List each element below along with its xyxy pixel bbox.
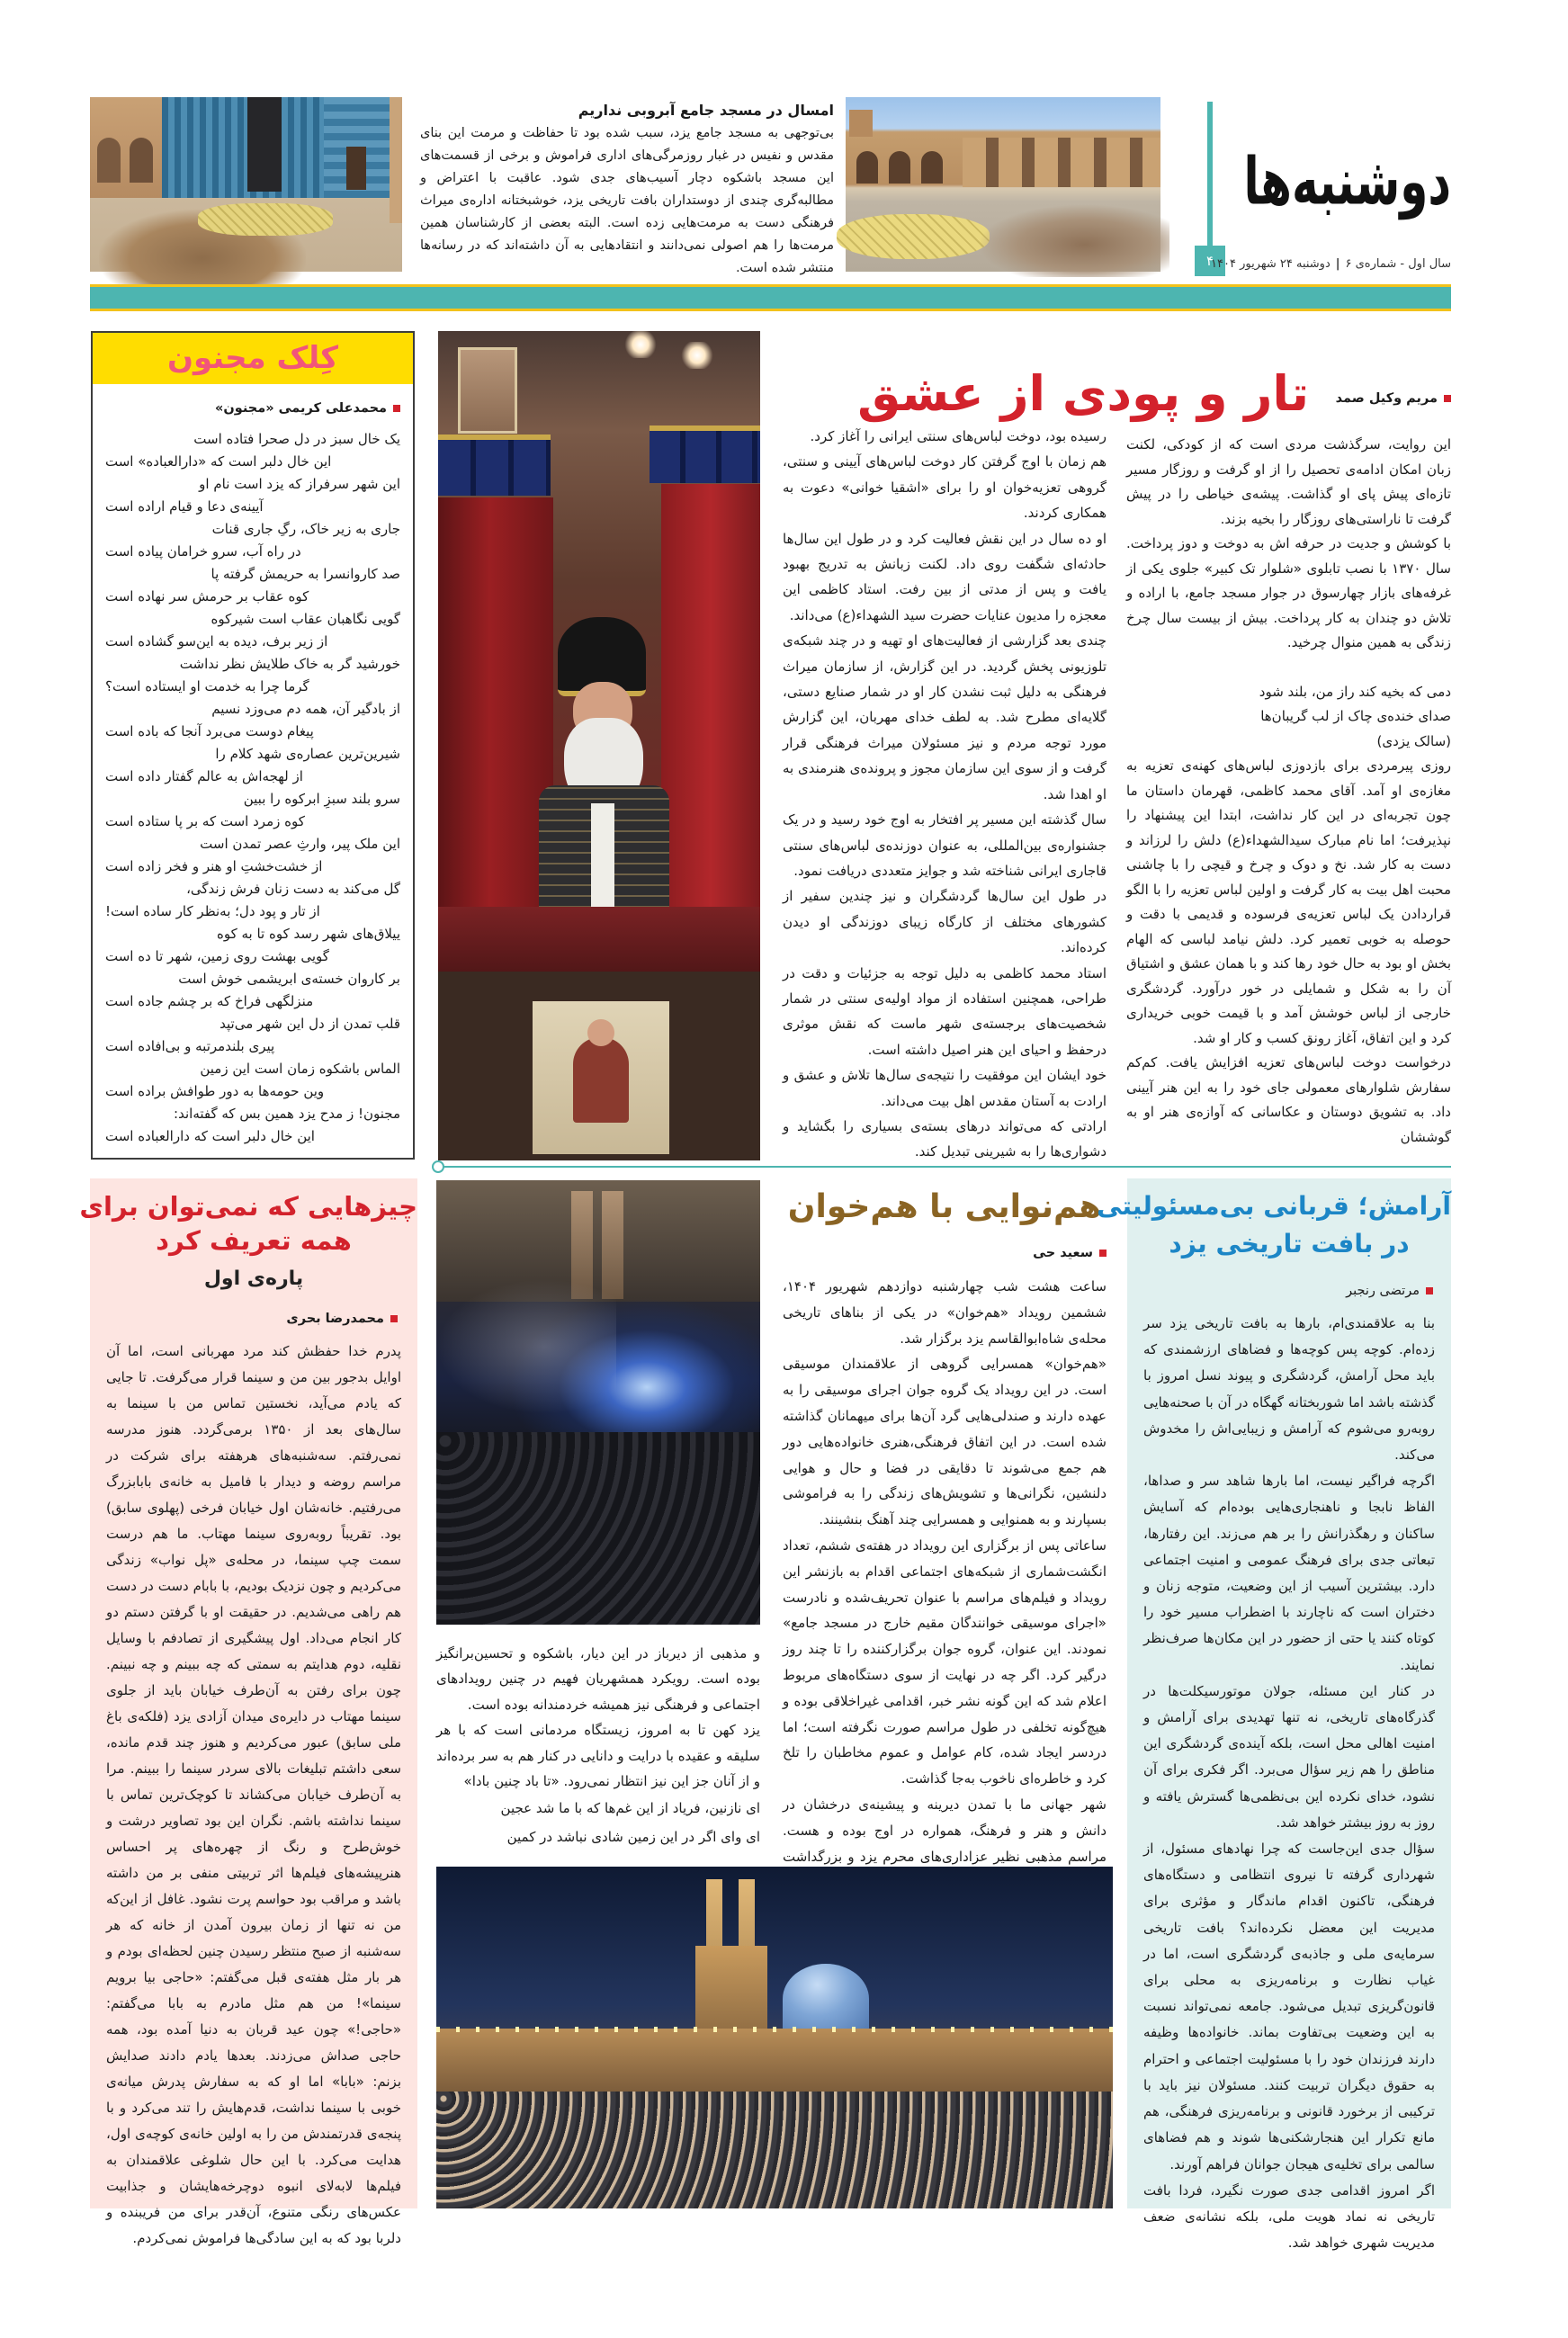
memoir-headline-line: همه تعریف کرد xyxy=(156,1225,352,1256)
paragraph: روزی پیرمردی برای بازدوزی لباس‌های کهنه‌ی تعزیه به مغازه‌ی او آمد. آقای محمد کاظمی، قهرمان داستان ما چون تجربه‌ای در این کار نداشت، ابتدا این پیشنهاد را نپذیرفت؛ اما نام مبارک سیدالشهداء(ع) دلش را لرزاند و دست به کار شد. نخ و دوک و چرخ و قیچی را با چاشنی محبت اهل بیت به کار گرفت و اولین لباس تعزیه را با الگو قراردادن یک لباس تعزیه‌ی فرسوده و قدیمی با دقت و حوصله به خوبی تعمیر کرد. دلش نیامد لباسی که الهام بخش او بود به حال خود رها کند و با همان عشق و اشتیاق آن را به شکل و شمایلی در خور درآورد. گردشگری خارجی از لباس خوشش آمد و با قیمت خوبی خریداری کرد و این اتفاق، آغاز رونق کسب و کار او شد. xyxy=(1126,757,1451,1046)
verse: سرو بلند سبزِ ابرکوه را ببین xyxy=(243,791,400,807)
memoir-box xyxy=(79,1178,417,2246)
event-courtyard-night-photo xyxy=(436,1867,1113,2208)
verse: گل می‌کند به دست زنان فرش زندگی، xyxy=(186,881,400,897)
feature-headline: تار و پودی از عشق xyxy=(857,365,1309,422)
verse: ییلاق‌های شهر رسد کوه تا به کوه xyxy=(216,926,400,942)
verse: این خال دلبر است که دارالعباده است xyxy=(105,1128,315,1144)
verse: جاری به زیر خاک، رگِ جاری قنات xyxy=(211,521,400,537)
memoir-headline xyxy=(79,1189,417,1258)
paragraph: بنا به علاقمندی‌ام، بارها به بافت تاریخی یزد سر زده‌ام. کوچه پس کوچه‌ها و فضاهای ارزشمندی که باید محل آرامش، گردشگری و پیوند نسل امروز با گذشته باشد اما شوربختانه گهگاه در آن با صحنه‌هایی روبه‌رو می‌شوم که آرامش و زیبایی‌اش را مخدوش می‌کند. xyxy=(1143,1315,1435,1464)
top-story xyxy=(420,99,834,275)
kelk-majnun-box xyxy=(91,331,415,1160)
verse: صد کاروانسرا به حریمش گرفته پا xyxy=(211,566,400,582)
verse: این شهر سرفراز که یزد است نام او xyxy=(199,476,400,492)
verse: از خشت‌خشتِ او هنر و فخر زاده است xyxy=(105,858,323,874)
verse: گرما چرا به خدمت او ایستاده است؟ xyxy=(105,678,309,694)
paragraph: شهر جهانی ما با تمدن دیرینه و پیشینه‌ی درخشان در دانش و هنر و فرهنگ، همواره در اوج بوده و هست. مراسم مذهبی نظیر عزاداری‌های محرم یزد و بزرگداشت xyxy=(783,1796,1107,1865)
paragraph: او ده سال در این نقش فعالیت کرد و در طول این سال‌ها حادثه‌ای شگفت روی داد. لکنت زبانش به تدریج بهبود یافت و پس از مدتی از بین رفت. استاد کاظمی این معجزه را مدیون عنایات حضرت سید الشهداء(ع) می‌داند. xyxy=(783,530,1107,623)
verse: خورشید گر به خاک طلایش نظر نداشت xyxy=(179,656,400,672)
poem-line: ای نازنین، فریاد از این غم‌ها که با ما شد عجین xyxy=(500,1800,760,1817)
photo-string-lights xyxy=(436,2027,1113,2032)
paragraph: هم زمان با اوج گرفتن کار دوخت لباس‌های آیینی و سنتی، گروهی تعزیه‌خوان او را برای «اشقیا خوانی» دعوت به همکاری کردند. xyxy=(783,453,1107,522)
divider-dot-icon xyxy=(432,1160,444,1173)
photo-garment-right xyxy=(661,484,760,907)
feature-author: مریم وکیل صمد xyxy=(1335,391,1438,406)
verse: در راه آب، سرو خرامان پیاده است xyxy=(105,543,301,560)
verse: کوه عقاب بر حرمش سر نهاده است xyxy=(105,588,309,605)
kelk-poem xyxy=(105,428,400,1148)
opinion-box xyxy=(1097,1178,1451,2252)
verse: شیرین‌ترین عصاره‌ی شهد کلام را xyxy=(215,746,400,762)
verse: قلب تمدن از دل این شهر می‌تپد xyxy=(220,1016,400,1032)
verse: مجنون! ز مدح یزد همین بس که گفته‌اند: xyxy=(174,1106,400,1122)
page-number: ۴ xyxy=(1195,246,1225,276)
photo-arch xyxy=(921,151,943,184)
verse: این ملک پیر، وارثِ عصر تمدن است xyxy=(200,836,400,852)
paragraph: ارادتی که می‌تواند درهای بسته‌ی بسیاری را بگشاید و دشواری‌ها را به شیرینی تبدیل کند. xyxy=(783,1117,1107,1160)
photo-smoke xyxy=(436,1279,616,1414)
poem-line: ای وای اگر در این زمین شادی نباشد در کمین xyxy=(506,1829,760,1846)
byline-marker-icon xyxy=(393,405,400,412)
verse: یک خال سبز در دل صحرا فتاده است xyxy=(193,431,400,447)
verse: گویی بهشت روی زمین، شهر تا ده است xyxy=(105,948,329,964)
hamkhan-body xyxy=(783,1274,1107,1865)
issue-number: سال اول - شماره‌ی ۶ xyxy=(1345,257,1451,271)
paragraph: رسیده بود، دوخت لباس‌های سنتی ایرانی را آغاز کرد. xyxy=(810,428,1107,444)
dateline-separator: | xyxy=(1335,257,1340,271)
paragraph: اگرچه فراگیر نیست، اما بارها شاهد سر و صداها، الفاظ نابجا و ناهنجاری‌هایی بوده‌ام که آسایش ساکنان و رهگذرانش را بر هم می‌زند. این رفتارها، تبعاتی جدی برای فرهنگ عمومی و امنیت اجتماعی دارد. بیشترین آسیب از این وضعیت، متوجه زنان و دختران است که ناچارند با اضطراب مسیر خود را کوتاه کنند یا حتی از حضور در این مکان‌ها صرف‌نظر نمایند. xyxy=(1143,1473,1435,1673)
photo-brick-column xyxy=(390,97,402,223)
poem-line: صدای خنده‌ی چاک از لب گریبان‌ها xyxy=(1260,708,1451,724)
photo-arch xyxy=(889,151,910,184)
verse: از بادگیر آن، همه دم می‌وزد نسیم xyxy=(211,701,400,717)
paragraph: اگر امروز اقدامی جدی صورت نگیرد، فردا بافت تاریخی نه نماد هویت ملی، بلکه نشانه‌ی ضعف مدیریت شهری خواهد شد. xyxy=(1143,2181,1435,2252)
verse: گویی نگاهبان عقاب است شیرکوه xyxy=(211,611,400,627)
poem-attribution: (سالک یزدی) xyxy=(1376,732,1451,749)
concert-night-photo xyxy=(436,1180,760,1625)
paragraph: ساعت هشت شب چهارشنبه دوازدهم شهریور ۱۴۰۴، ششمین رویداد «هم‌خوان» در یکی از بناهای تاریخی محله‌ی شاه‌ابوالقاسم یزد برگزار شد. xyxy=(783,1278,1107,1347)
byline-marker-icon xyxy=(1099,1250,1107,1257)
memoir-body xyxy=(106,1339,401,2246)
memoir-headline-line: چیزهایی که نمی‌توان برای xyxy=(79,1191,417,1222)
paragraph: این روایت، سرگذشت مردی است که از کودکی، لکنت زبان امکان ادامه‌ی تحصیل را از او گرفت و روزگار مسیر تازه‌ای پیش پای او گذاشت. پیشه‌ی خیاطی را در پیش گرفت تا ناراستی‌های روزگار را بخیه بزند. xyxy=(1126,436,1451,527)
top-story-title: امسال در مسجد جامع آبروبی نداریم xyxy=(578,102,834,119)
byline-marker-icon xyxy=(390,1315,398,1322)
tailor-portrait-photo xyxy=(438,331,760,1160)
photo-hats-left xyxy=(438,434,551,496)
photo-garment-left xyxy=(438,497,553,907)
hamkhan-author: سعید حی xyxy=(1033,1246,1093,1260)
paragraph: و مذهبی از دیرباز در این دیار، باشکوه و تحسین‌برانگیز بوده است. رویکرد همشهریان فهیم در چنین رویدادهای اجتماعی و فرهنگی نیز همیشه خردمندانه بوده است. xyxy=(436,1645,760,1713)
verse: منزلگهی فراخ که بر چشم جاده است xyxy=(105,993,314,1009)
paragraph: چندی بعد گزارشی از فعالیت‌های او تهیه و در چند شبکه‌ی تلوزیونی پخش گردید. در این گزارش، از سازمان میراث فرهنگی به دلیل ثبت نشدن کار او در شمار صنایع دستی، گلایه‌ای مطرح شد. به لطف خدای مهربان، این گزارش مورد توجه مردم و نیز مسئولان میراث فرهنگی قرار گرفت و از سوی این سازمان مجوز و پرونده‌ی هنرمندی به او اهدا شد. xyxy=(783,632,1107,802)
photo-poster-figure xyxy=(573,1037,629,1123)
opinion-author: مرتضی رنجبر xyxy=(1346,1284,1420,1298)
memoir-author: محمدرضا بحری xyxy=(286,1312,384,1326)
photo-crowd xyxy=(436,2092,1113,2208)
kelk-author xyxy=(215,399,400,417)
photo-arcade xyxy=(963,138,1160,187)
photo-blue-dome xyxy=(783,1964,869,2034)
paragraph: سؤال جدی این‌جاست که چرا نهادهای مسئول، از شهرداری گرفته تا نیروی انتظامی و دستگاه‌های فرهنگی، تاکنون اقدام ماندگار و مؤثری برای مدیریت این معضل نکرده‌اند؟ بافت تاریخی سرمایه‌ی ملی و جاذبه‌ی گردشگری است، اما در غیاب نظارت و برنامه‌ریزی به محلی برای قانون‌گریزی تبدیل می‌شود. جامعه نمی‌تواند نسبت به این وضعیت بی‌تفاوت بماند. خانواده‌ها وظیفه دارند فرزندان خود را با مسئولیت اجتماعی و احترام به حقوق دیگران تربیت کنند. مسئولان نیز باید با ترکیبی از برخورد قانونی و برنامه‌ریزی فرهنگی، هم مانع تکرار این هنجارشکنی‌ها شوند و هم فضاهای سالمی برای تخلیه‌ی هیجان جوانان فراهم آورند. xyxy=(1143,1841,1435,2172)
paragraph: درخواست دوخت لباس‌های تعزیه افزایش یافت. کم‌کم سفارش شلوارهای معمولی جای خود را به این هنر آیینی داد. به تشویق دوستان و عکاسانی که آوازه‌ی هنر او به گوششان xyxy=(1126,1054,1451,1145)
hamkhan-byline xyxy=(1033,1244,1107,1262)
photo-arch xyxy=(856,151,878,184)
photo-lamp xyxy=(623,331,659,358)
photo-audience xyxy=(436,1432,760,1625)
paragraph: در کنار این مسئله، جولان موتورسیکلت‌ها در گذرگاه‌های تاریخی، نه تنها تهدیدی برای آرامش و امنیت اهالی محل است، بلکه آینده‌ی گردشگری این مناطق را هم زیر سؤال می‌برد. اگر فکری برای آن نشود، خدای نکرده این بی‌نظمی‌ها گسترش یافته و روز به روز بیشتر خواهد شد. xyxy=(1143,1682,1435,1831)
top-story-body: بی‌توجهی به مسجد جامع یزد، سبب شده بود تا حفاظت و مرمت این بنای مقدس و نفیس در غبار روزمرگی‌های اداری فراموش و برخی از قسمت‌های این مسجد باشکوه دچار آسیب‌های جدی شود. عاقبت با اعتراض و مطالبه‌گری چندی از دوستداران بافت تاریخی یزد، خوشبختانه اداره‌ی میراث فرهنگی دست به مرمت‌هایی زده است. البته بعضی از کارشناسان همین مرمت‌ها را هم اصولی نمی‌دانند و انتقادهایی به آن داشته‌اند که در رسانه‌ها منتشر شده است. xyxy=(420,126,834,275)
paragraph: ساعاتی پس از برگزاری این رویداد در هفته‌ی ششم، تعداد انگشت‌شماری از شبکه‌های اجتماعی اقدام به بازنشر این رویداد و فیلم‌های مراسم با عنوان تحریف‌شده و نادرست «اجرای موسیقی خوانندگان مقیم خارج در مسجد جامع» نمودند. این عنوان، گروه جوان برگزارکننده را تا چند روز درگیر کرد. اگر چه در نهایت از سوی دستگاه‌های مربوط اعلام شد که این گونه نشر خبر، اقدامی غیراخلاقی بوده و هیچ‌گونه تخلفی در طول مراسم صورت نگرفته است؛ اما دردسر ایجاد شده، کام عوامل و عموم مخاطبان را تلخ کرد و خاطره‌ای ناخوب به‌جا گذاشت. xyxy=(783,1536,1107,1787)
feature-byline xyxy=(1336,390,1451,408)
verse: این خال دلبر است که «دارالعباده» است xyxy=(105,453,332,470)
issue-date: دوشنبه ۲۴ شهریور ۱۴۰۴ xyxy=(1211,257,1331,271)
photo-rubble xyxy=(981,205,1169,277)
photo-poster-face xyxy=(587,1019,614,1046)
byline-marker-icon xyxy=(1426,1287,1433,1294)
memoir-part-label: پاره‌ی اول xyxy=(203,1268,304,1290)
kelk-author-name: محمدعلی کریمی «مجنون» xyxy=(215,401,387,416)
photo-iwan xyxy=(247,97,282,192)
opinion-headline-line: آرامش؛ قربانی بی‌مسئولیتی xyxy=(1097,1191,1451,1221)
verse: الماس باشکوه زمان است این زمین xyxy=(200,1061,400,1077)
opinion-body xyxy=(1143,1311,1435,2252)
newspaper-logo: دوشنبه‌ها xyxy=(1243,143,1451,219)
feature-left-column xyxy=(783,424,1107,1158)
section-divider xyxy=(438,1166,1451,1168)
kelk-header xyxy=(93,333,413,384)
masthead-divider xyxy=(1207,102,1213,247)
mosque-courtyard-photo xyxy=(846,97,1160,272)
verse: کوه زمرد است که بر پا ستاده است xyxy=(105,813,305,829)
paragraph: خود ایشان این موفقیت را نتیجه‌ی سال‌ها تلاش و عشق و ارادت به آستان مقدس اهل بیت می‌داند. xyxy=(783,1067,1107,1109)
paragraph-gap xyxy=(1126,656,1451,680)
verse: آیینه‌ی دعا و قیام اراده است xyxy=(105,498,264,515)
paragraph: پدرم خدا حفظش کند مرد مهربانی است، اما آن اوایل بدجور بین من و سینما قرار می‌گرفت. تا جایی که یادم می‌آید، نخستین تماس من با سینما به سال‌های بعد از ۱۳۵۰ برمی‌گردد. هنوز مدرسه نمی‌رفتم. سه‌شنبه‌های هرهفته برای شرکت در مراسم روضه و دیدار با فامیل به خانه‌ی بابابزرگ می‌رفتیم. خانه‌شان اول خیابان فرخی (پهلوی سابق) بود. تقریباً روبه‌روی سینما مهتاب. ما هم درست سمت چپ سینما، در محله‌ی «پل نواب» زندگی می‌کردیم و چون نزدیک بودیم، با بابام دست در دست هم راهی می‌شدیم. در حقیقت او با گرفتن دستم دو کار انجام می‌داد. اول پیشگیری از تصادفم با وسایل نقلیه، دوم هدایتم به سمتی که چه ببینم و چه نبینم. چون برای رفتن به آن‌طرف خیابان باید از جلوی سینما مهتاب در دایره‌ی میدان آزادی یزد (فلکه‌ی باغ ملی سابق) عبور می‌کردیم و هنوز چند قدم مانده، سعی داشتم تبلیغات بالای سردر سینما را ببینم. مرا به آن‌طرف خیابان می‌کشاند تا کوچک‌ترین تماس با سینما نداشته باشم. نگران این بود تصاویر درشت و خوش‌طرح و رنگ از چهره‌های پر احساس هنرپیشه‌های فیلم‌ها اثر تربیتی منفی بر من داشته باشد و مراقب بود حواسم پرت نشود. غافل از این‌که من نه تنها از زمان بیرون آمدن از خانه که هر سه‌شنبه از صبح منتظر رسیدن چنین لحظه‌ای بودم و هر بار مثل هفته‌ی قبل می‌گفتم: «حاجی بیا برویم سینما»! من هم مثل مادرم به بابا می‌گفتم: «حاجی!» چون عید قربان به دنیا آمده بود، همه حاجی صداش می‌زدند. بعدها یادم دادند صدایش بزنم: «بابا» اما او که به سفارش پدرش میانه‌ی خوبی با سینما نداشت، قدم‌هایش را تند می‌کرد و با پنجه‌ی قدرتمندش من را به اولین خانه‌ی کوچه‌ی اول، هدایت می‌کرد. با این حال شلوغی علاقمندان به فیلم‌ها لابه‌لای انبوه دوچرخه‌هایشان و جذابیت عکس‌های رنگی متنوع، آن‌قدر برای من فریبنده و دلربا بود که به این سادگی‌ها فراموش نمی‌کردم. xyxy=(106,1343,401,2246)
kelk-section-title: کِلک مجنون xyxy=(166,340,339,376)
paragraph: «هم‌خوان» همسرایی گروهی از علاقمندان موسیقی است. در این رویداد یک گروه جوان اجرای موسیقی را به عهده دارند و صندلی‌هایی گرد آن‌ها برای میهمانان گذاشته شده است. در این اتفاق فرهنگی،هنری خانواده‌هایی دور هم جمع می‌شوند تا دقایقی در فضا و حال و هوایی دلنشین، نگرانی‌ها و تشویش‌های زندگی را به فراموشی بسپارند و به همنوایی و همسرایی چند آهنگ بنشینند. xyxy=(783,1356,1107,1528)
opinion-headline-line: در بافت تاریخی یزد xyxy=(1169,1229,1410,1259)
paragraph: استاد محمد کاظمی به دلیل توجه به جزئیات و دقت در طراحی، همچنین استفاده از مواد اولیه‌ی سنتی در شمار شخصیت‌های برجسته‌ی شهر ماست که نقش موثری درحفظ و احیای این هنر اصیل داشته است. xyxy=(783,964,1107,1058)
paragraph: در طول این سال‌ها گردشگران و نیز چندین سفیر از کشورهای مختلف از کارگاه زیبای دوزندگی او دیدن کرده‌اند. xyxy=(783,888,1107,956)
photo-arch xyxy=(130,138,153,183)
hamkhan-continued-column xyxy=(436,1641,760,1861)
mosque-tiled-facade-photo xyxy=(90,97,402,272)
issue-dateline xyxy=(1169,255,1451,273)
opinion-byline xyxy=(1346,1282,1433,1300)
verse: پیغام دوست می‌برد آنجا که باده است xyxy=(105,723,314,739)
photo-yellow-bricks xyxy=(837,214,990,259)
verse: پیری بلندمرتبه و بی‌افاده است xyxy=(105,1038,275,1054)
photo-hats-right xyxy=(650,425,760,483)
byline-marker-icon xyxy=(1444,395,1451,402)
photo-walls xyxy=(436,2029,1113,2093)
verse: وین حومه‌ها به دور طوافش براده است xyxy=(105,1083,325,1099)
paragraph: سال گذشته این مسیر پر افتخار به اوج خود رسید و در یک جشنواره‌ی بین‌المللی، به عنوان دوزنده‌ی لباس‌های سنتی قاجاری ایرانی شناخته شد و جوایز متعددی دریافت نمود. xyxy=(783,811,1107,879)
verse: از تار و پود دل؛ به‌نظر کار ساده است! xyxy=(105,903,320,919)
photo-door xyxy=(346,147,366,190)
verse: از لهجه‌اش به عالم گفتار داده است xyxy=(105,768,303,784)
hamkhan-headline: هم‌نوایی با هم‌خوان xyxy=(787,1188,1102,1225)
paragraph: با کوشش و جدیت در حرفه اش به دوخت و دوز پرداخت. سال ۱۳۷۰ با نصب تابلوی «شلوار تک کبیر» جلوی یکی از غرفه‌های بازار چهارسوق در جوار مسجد جامع، با اراده و تلاش دو چندان به کار پرداخت. بیش از بیست سال چرخ زندگی به همین منوال چرخید. xyxy=(1126,535,1451,650)
opinion-headline xyxy=(1097,1187,1451,1263)
verse: بر کاروان خسته‌ی ابریشمی خوش است xyxy=(178,971,400,987)
poem-line: دمی که بخیه کند راز من، بلند شود xyxy=(1259,683,1451,700)
photo-tiled-portal xyxy=(162,97,324,198)
photo-badgir-tower xyxy=(849,110,873,137)
memoir-byline xyxy=(286,1310,398,1328)
photo-arch xyxy=(97,138,121,183)
header-band xyxy=(90,284,1451,311)
verse: از زیر برف، دیده به این‌سو گشاده است xyxy=(105,633,328,649)
photo-yellow-bricks xyxy=(198,203,333,236)
paragraph: یزد کهن تا به امروز، زیستگاه مردمانی است که با هر سلیقه و عقیده با درایت و دانایی در کنار هم به سر برده‌اند و از آنان جز این نیز انتظار نمی‌رود. «تا باد چنین بادا» xyxy=(436,1722,760,1790)
photo-counter xyxy=(438,907,760,972)
photo-wall-portrait xyxy=(458,347,517,434)
feature-right-column xyxy=(1126,433,1451,1157)
photo-lamp xyxy=(679,342,715,369)
